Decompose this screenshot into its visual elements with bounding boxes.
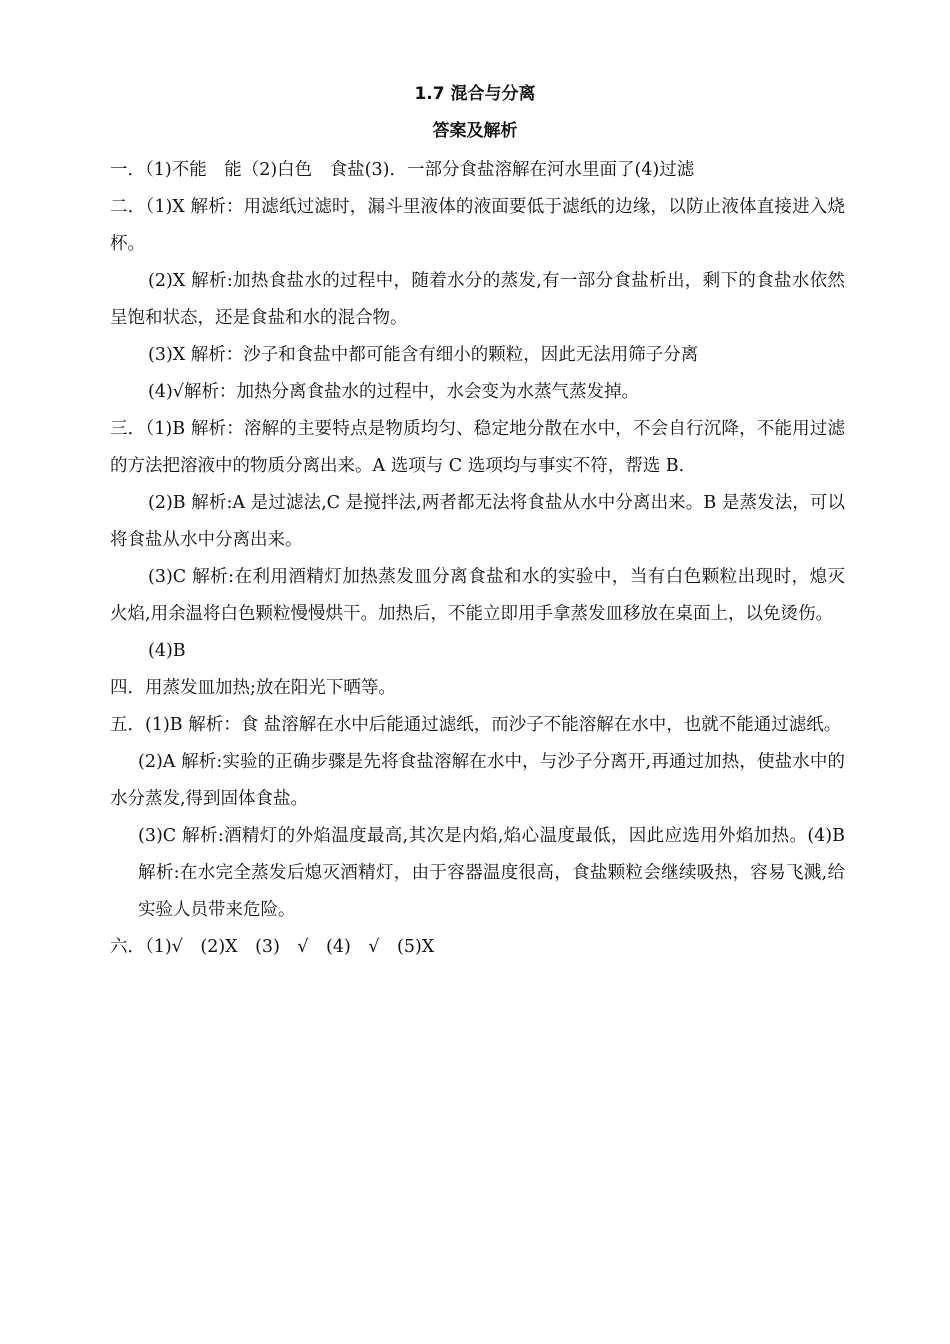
answer-section-1: 一．（1)不能 能（2)白色 食盐(3)．一部分食盐溶解在河水里面了(4)过滤 bbox=[110, 160, 695, 180]
answer-section-5-item-3: (3)C 解析:酒精灯的外焰温度最高,其次是内焰,焰心温度最低，因此应选用外焰加热。(4)B 解析:在水完全蒸发后熄灭酒精灯，由于容器温度很高，食盐颗粒会继续吸热，容易飞溅,给实验人员带来危险。 bbox=[138, 826, 845, 920]
answer-section-3-item-2: (2)B 解析:A 是过滤法,C 是搅拌法,两者都无法将食盐从水中分离出来。B 是蒸发法，可以将食盐从水中分离出来。 bbox=[110, 493, 845, 550]
answer-section-6: 六．（1)√ (2)X (3) √ (4) √ (5)X bbox=[110, 937, 435, 957]
answer-body bbox=[110, 152, 845, 966]
answer-section-2-item-1: 二．（1)X 解析：用滤纸过滤时，漏斗里液体的液面要低于滤纸的边缘，以防止液体直接进入烧杯。 bbox=[110, 197, 845, 254]
document-subtitle: 答案及解析 bbox=[432, 121, 518, 141]
document-title: 1.7 混合与分离 bbox=[414, 84, 536, 104]
answer-section-3-item-4: (4)B bbox=[148, 641, 186, 661]
answer-section-2-item-3: (3)X 解析：沙子和食盐中都可能含有细小的颗粒，因此无法用筛子分离 bbox=[148, 345, 699, 365]
answer-section-2-item-2: (2)X 解析:加热食盐水的过程中，随着水分的蒸发,有一部分食盐析出，剩下的食盐水依然呈饱和状态，还是食盐和水的混合物。 bbox=[110, 271, 845, 328]
answer-section-5-item-1: 五．(1)B 解析：食 盐溶解在水中后能通过滤纸，而沙子不能溶解在水中，也就不能通过滤纸。 bbox=[110, 715, 842, 735]
answer-section-2-item-4: (4)√解析：加热分离食盐水的过程中，水会变为水蒸气蒸发掉。 bbox=[148, 382, 639, 402]
answer-section-4: 四．用蒸发皿加热;放在阳光下晒等。 bbox=[110, 678, 396, 698]
answer-section-5-item-2: (2)A 解析:实验的正确步骤是先将食盐溶解在水中，与沙子分离开,再通过加热，使盐水中的水分蒸发,得到固体食盐。 bbox=[110, 752, 845, 809]
answer-section-3-item-3: (3)C 解析:在利用酒精灯加热蒸发皿分离食盐和水的实验中，当有白色颗粒出现时，熄灭火焰,用余温将白色颗粒慢慢烘干。加热后，不能立即用手拿蒸发皿移放在桌面上，以免烫伤。 bbox=[110, 567, 845, 624]
answer-section-3-item-1: 三．（1)B 解析：溶解的主要特点是物质均匀、稳定地分散在水中，不会自行沉降，不能用过滤的方法把溶液中的物质分离出来。A 选项与 C 选项均与事实不符，帮选 B. bbox=[110, 419, 845, 476]
